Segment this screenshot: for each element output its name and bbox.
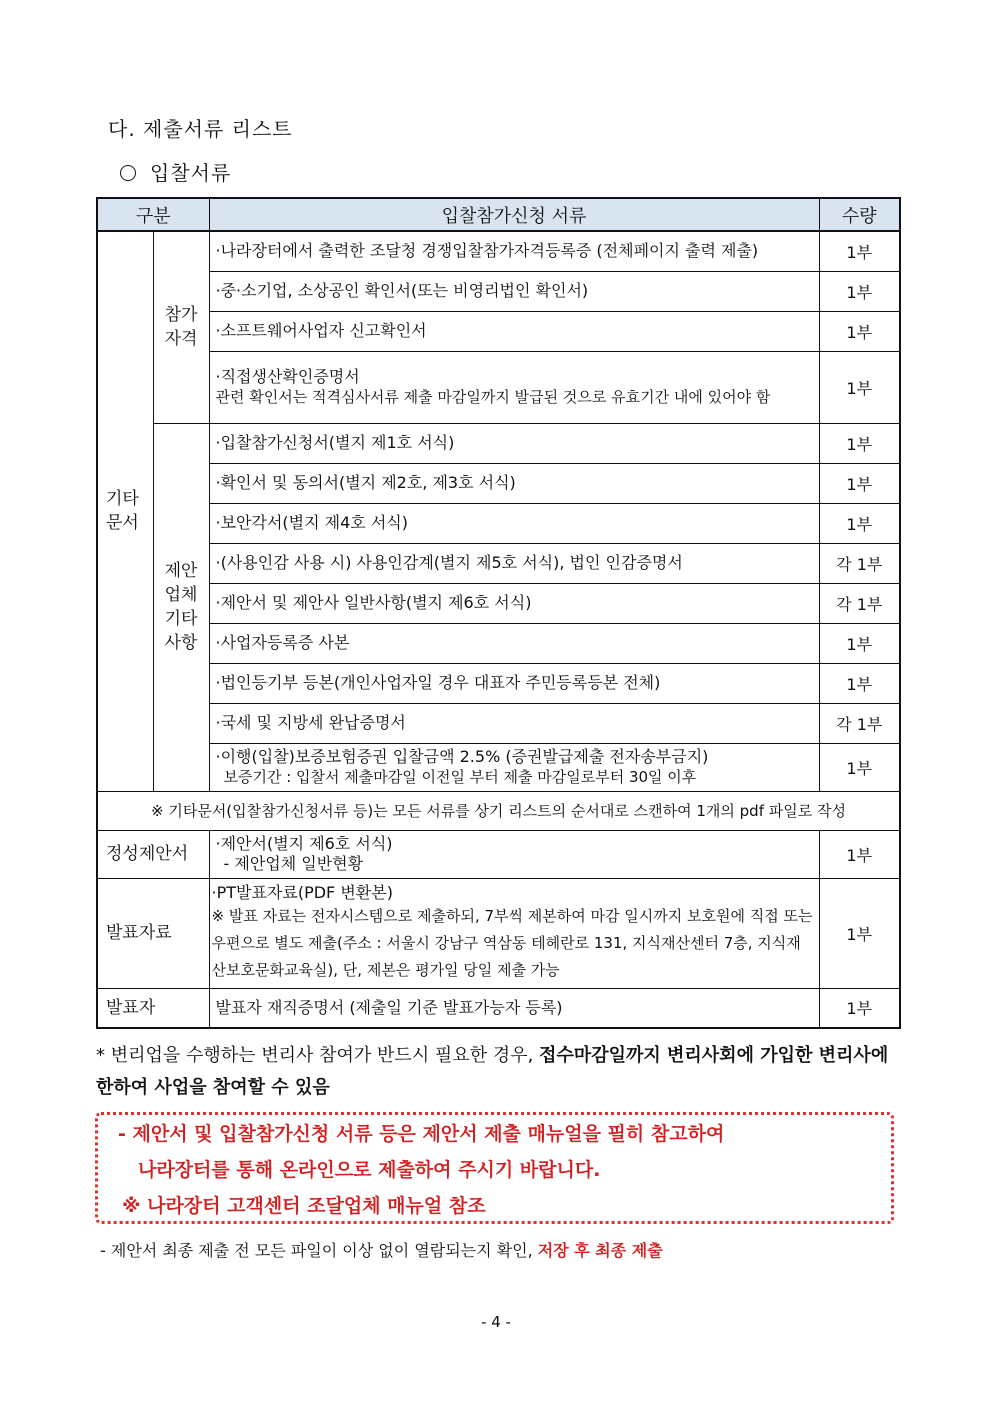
table-row (97, 583, 900, 623)
doc-item: ·나라장터에서 출력한 조달청 경쟁입찰참가자격등록증 (전체페이지 출력 제출) (209, 231, 819, 271)
table-note: ※ 기타문서(입찰참가신청서류 등)는 모든 서류를 상기 리스트의 순서대로 스캔하여 1개의 pdf 파일로 작성 (97, 791, 900, 830)
doc-item (209, 878, 819, 988)
doc-qty: 1부 (819, 311, 900, 351)
table-row (97, 463, 900, 503)
table-row (97, 663, 900, 703)
subheading-text: 입찰서류 (150, 161, 232, 185)
doc-qty: 1부 (819, 623, 900, 663)
table-row (97, 623, 900, 663)
doc-item-title: ·이행(입찰)보증보험증권 입찰금액 2.5% (증권발급제출 전자송부금지) (215, 747, 709, 766)
table-row (97, 503, 900, 543)
doc-qty: 1부 (819, 988, 900, 1028)
doc-qty: 1부 (819, 463, 900, 503)
notice-line-1: - 제안서 및 입찰참가신청 서류 등은 제안서 제출 매뉴얼을 필히 참고하여 (118, 1123, 725, 1145)
doc-qty: 1부 (819, 271, 900, 311)
table-row (97, 311, 900, 351)
notice-line-2: 나라장터를 통해 온라인으로 제출하여 주시기 바랍니다. (138, 1159, 601, 1181)
table-row (97, 543, 900, 583)
group-qualification: 참가 자격 (153, 231, 209, 423)
final-note-text: - 제안서 최종 제출 전 모든 파일이 이상 없이 열람되는지 확인, (100, 1241, 538, 1260)
doc-item (209, 743, 819, 791)
table-row (97, 423, 900, 463)
doc-item: ·소프트웨어사업자 신고확인서 (209, 311, 819, 351)
table-row (97, 878, 900, 988)
doc-item: ·확인서 및 동의서(별지 제2호, 제3호 서식) (209, 463, 819, 503)
table-row (97, 830, 900, 878)
doc-item-title: ·직접생산확인증명서 (215, 367, 360, 386)
table-row (97, 703, 900, 743)
doc-item: 발표자 재직증명서 (제출일 기준 발표가능자 등록) (209, 988, 819, 1028)
doc-item: ·중·소기업, 소상공인 확인서(또는 비영리법인 확인서) (209, 271, 819, 311)
doc-item: ·사업자등록증 사본 (209, 623, 819, 663)
header-quantity: 수량 (819, 198, 900, 231)
submission-notice-box (95, 1112, 894, 1224)
doc-item: ·국세 및 지방세 완납증명서 (209, 703, 819, 743)
table-header-row (97, 198, 900, 231)
doc-item: ·법인등기부 등본(개인사업자일 경우 대표자 주민등록등본 전체) (209, 663, 819, 703)
section-presentation: 발표자료 (97, 878, 209, 988)
doc-item-detail: ※ 발표 자료는 전자시스템으로 제출하되, 7부씩 제본하여 마감 일시까지 보호원에 직접 또는 우편으로 별도 제출(주소 : 서울시 강남구 역삼동 테헤란로 131, 지식재산센터 7층, 지식재산보호문화교육실), 단, 제본은 평가일 당일 제출 가능 (211, 906, 813, 979)
header-documents: 입찰참가신청 서류 (209, 198, 819, 231)
doc-qty: 1부 (819, 351, 900, 423)
doc-qty: 1부 (819, 503, 900, 543)
final-note (100, 1238, 663, 1261)
group-extra: 제안 업체 기타 사항 (153, 423, 209, 791)
doc-qty: 1부 (819, 423, 900, 463)
section-other-docs: 기타 문서 (97, 231, 153, 791)
documents-table (96, 197, 901, 1029)
section-presenter: 발표자 (97, 988, 209, 1028)
patent-attorney-footnote (96, 1040, 896, 1104)
doc-qty: 1부 (819, 743, 900, 791)
doc-item (209, 830, 819, 878)
doc-item: ·제안서 및 제안사 일반사항(별지 제6호 서식) (209, 583, 819, 623)
subheading (120, 157, 231, 186)
doc-item-detail: 보증기간 : 입찰서 제출마감일 이전일 부터 제출 마감일로부터 30일 이후 (223, 768, 697, 786)
notice-line-3: ※ 나라장터 고객센터 조달업체 매뉴얼 참조 (122, 1195, 486, 1217)
page-number: - 4 - (481, 1313, 511, 1331)
doc-item-detail: 관련 확인서는 적격심사서류 제출 마감일까지 발급된 것으로 유효기간 내에 있어야 함 (215, 388, 771, 406)
footnote-text: * 변리업을 수행하는 변리사 참여가 반드시 필요한 경우, (96, 1045, 540, 1066)
section-heading: 다. 제출서류 리스트 (108, 117, 293, 141)
doc-item (209, 351, 819, 423)
doc-qty: 1부 (819, 878, 900, 988)
doc-item: ·입찰참가신청서(별지 제1호 서식) (209, 423, 819, 463)
doc-qty: 1부 (819, 231, 900, 271)
table-row (97, 231, 900, 271)
doc-qty: 각 1부 (819, 543, 900, 583)
doc-item: ·보안각서(별지 제4호 서식) (209, 503, 819, 543)
table-note-row (97, 791, 900, 830)
doc-item-detail: - 제안업체 일반현황 (223, 854, 364, 873)
doc-qty: 1부 (819, 663, 900, 703)
circle-bullet-icon (120, 165, 136, 181)
footnote-bold: 접수마감일까지 변리사회에 가입한 변리사에 한하여 사업을 참여할 수 있음 (96, 1045, 889, 1098)
doc-qty: 각 1부 (819, 703, 900, 743)
table-row (97, 271, 900, 311)
table-row (97, 743, 900, 791)
doc-item: ·(사용인감 사용 시) 사용인감계(별지 제5호 서식), 법인 인감증명서 (209, 543, 819, 583)
section-proposal: 정성제안서 (97, 830, 209, 878)
final-note-emphasis: 저장 후 최종 제출 (537, 1241, 663, 1260)
table-row (97, 351, 900, 423)
doc-qty: 각 1부 (819, 583, 900, 623)
doc-qty: 1부 (819, 830, 900, 878)
doc-item-title: ·PT발표자료(PDF 변환본) (211, 882, 393, 902)
doc-item-title: ·제안서(별지 제6호 서식) (215, 834, 393, 853)
table-row (97, 988, 900, 1028)
header-category: 구분 (97, 198, 209, 231)
